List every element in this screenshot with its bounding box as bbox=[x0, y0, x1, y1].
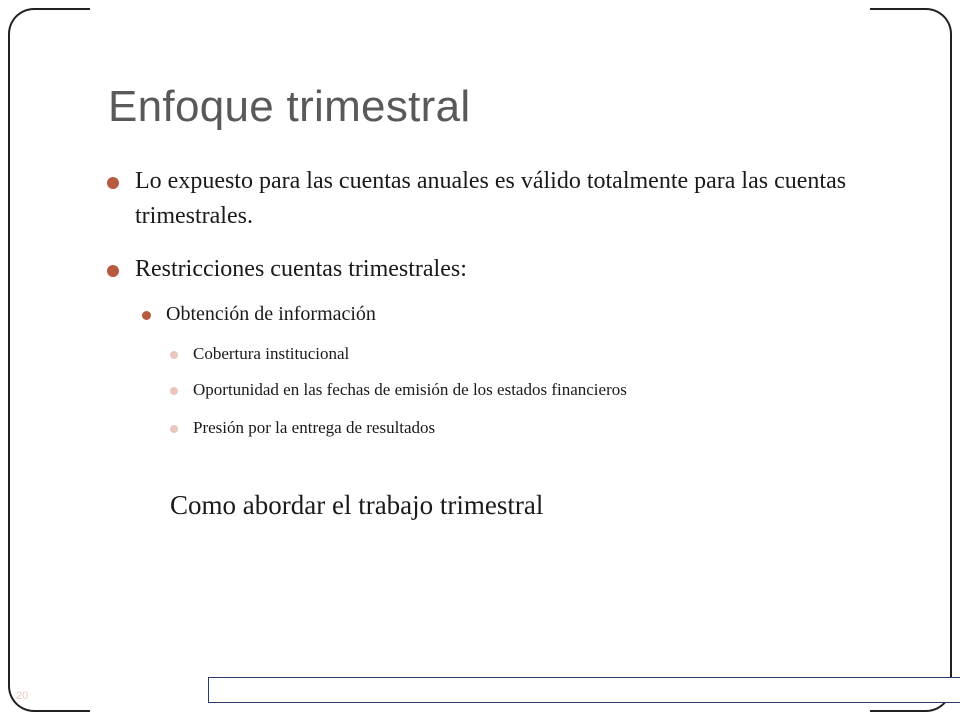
frame-corner-top-right bbox=[870, 8, 952, 90]
bullet-item bbox=[135, 252, 855, 287]
bullet-dot-icon bbox=[170, 425, 178, 433]
slide-title: Enfoque trimestral bbox=[108, 82, 471, 131]
bullet-item bbox=[135, 164, 855, 234]
bullet-text: Obtención de información bbox=[166, 303, 376, 325]
sub-sub-bullet-item bbox=[193, 416, 873, 440]
bullet-dot-icon bbox=[170, 351, 178, 359]
bullet-dot-icon bbox=[170, 387, 178, 395]
bullet-dot-icon bbox=[107, 177, 119, 189]
bullet-text: Oportunidad en las fechas de emisión de los estados financieros bbox=[193, 380, 627, 399]
bullet-dot-icon bbox=[107, 265, 119, 277]
frame-corner-top-left bbox=[8, 8, 90, 90]
sub-sub-bullet-item bbox=[193, 378, 873, 402]
footer-bar bbox=[208, 677, 960, 703]
sub-bullet-item bbox=[166, 300, 806, 328]
frame-edge-right bbox=[950, 88, 952, 632]
closing-statement: Como abordar el trabajo trimestral bbox=[170, 490, 544, 520]
slide-number: 20 bbox=[16, 690, 29, 702]
bullet-text: Lo expuesto para las cuentas anuales es válido totalmente para las cuentas trimestrales. bbox=[135, 168, 847, 229]
sub-sub-bullet-item bbox=[193, 342, 873, 366]
frame-edge-left bbox=[8, 88, 10, 632]
bullet-text: Cobertura institucional bbox=[193, 344, 350, 363]
bullet-text: Presión por la entrega de resultados bbox=[193, 418, 436, 437]
bullet-dot-icon bbox=[142, 311, 151, 320]
bullet-text: Restricciones cuentas trimestrales: bbox=[135, 256, 467, 282]
